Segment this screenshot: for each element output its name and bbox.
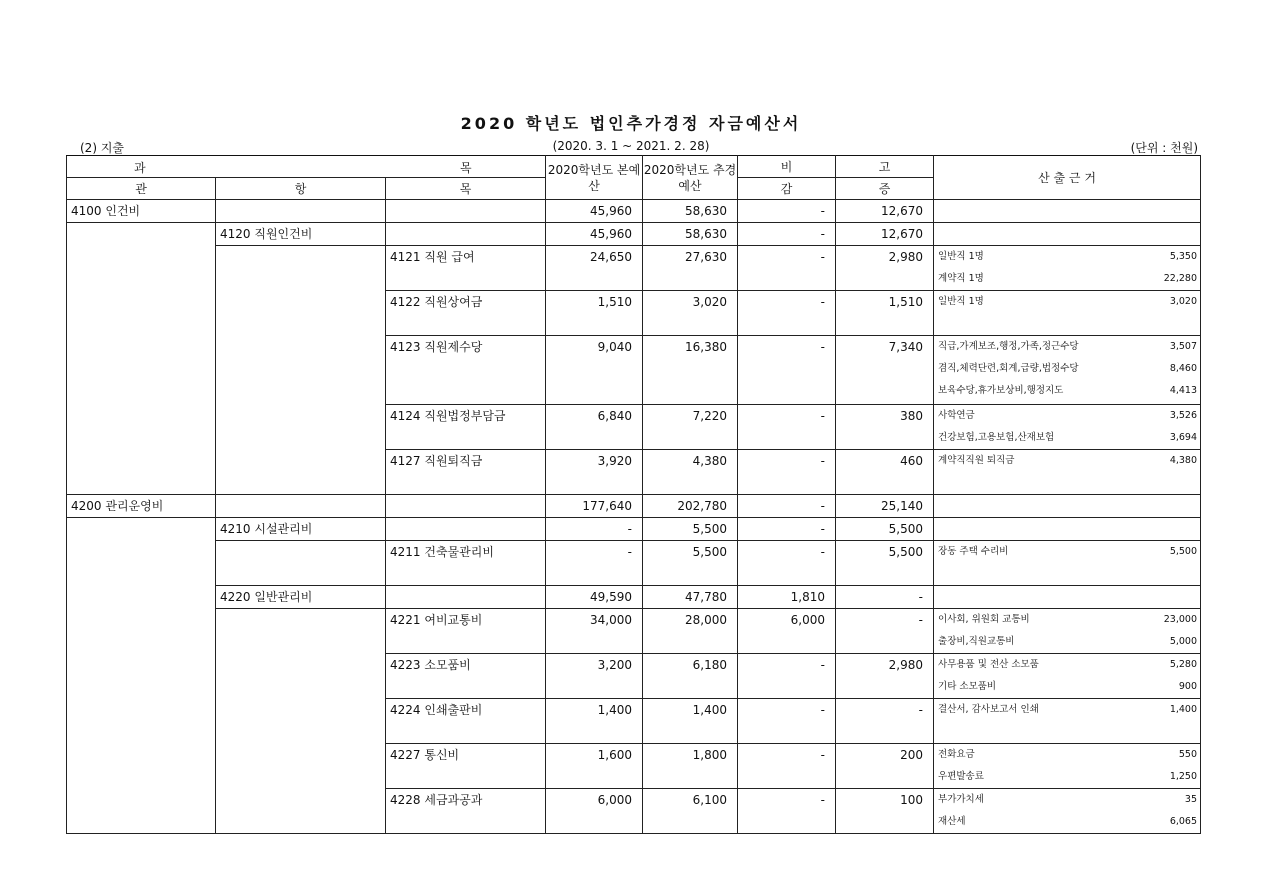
budget-value: 45,960 (590, 204, 633, 218)
cell-mok (386, 586, 546, 609)
hang-value (216, 541, 385, 545)
cell-basis (934, 744, 1201, 789)
cell-mok (386, 291, 546, 336)
inc-value: 7,340 (888, 340, 924, 354)
cell-inc (836, 200, 934, 223)
basis-line (934, 789, 1200, 811)
basis-line (934, 246, 1200, 268)
inc-value: 2,980 (888, 250, 924, 264)
budget-value: 6,000 (597, 793, 633, 807)
basis-line (934, 427, 1200, 449)
revised-value: 202,780 (677, 499, 728, 513)
header-gwa-mok (67, 156, 546, 178)
basis-amount: 3,020 (1169, 296, 1198, 307)
hang-value (216, 495, 385, 499)
cell-dec (738, 223, 836, 246)
hang-value: 4220 일반관리비 (220, 590, 313, 604)
dec-value: - (820, 250, 826, 264)
basis-line (934, 609, 1200, 631)
inc-value: 1,510 (888, 295, 924, 309)
unit-label: (단위 : 천원) (1130, 141, 1198, 155)
header-revised: 2020학년도 추경예산 (643, 156, 738, 200)
budget-rows (67, 200, 1201, 834)
cell-dec (738, 789, 836, 834)
cell-mok (386, 246, 546, 291)
budget-value: 1,600 (597, 748, 633, 762)
cell-mok (386, 223, 546, 246)
cell-budget (546, 699, 643, 744)
mok-value: 4224 인쇄출판비 (390, 703, 483, 717)
mok-value: 4211 건축물관리비 (390, 545, 494, 559)
basis-line (934, 336, 1200, 358)
dec-value: 1,810 (790, 590, 826, 604)
budget-value: 3,920 (597, 454, 633, 468)
revised-value: 3,020 (692, 295, 728, 309)
basis-line (934, 654, 1200, 676)
hang-value: 4120 직원인건비 (220, 227, 313, 241)
table-row (67, 223, 1201, 246)
cell-revised (643, 336, 738, 405)
cell-revised (643, 586, 738, 609)
cell-revised (643, 246, 738, 291)
dec-value: - (820, 340, 826, 354)
mok-value: 4123 직원제수당 (390, 340, 483, 354)
cell-dec (738, 586, 836, 609)
revised-value: 7,220 (692, 409, 728, 423)
cell-inc (836, 291, 934, 336)
inc-value: 12,670 (881, 227, 924, 241)
table-row (67, 518, 1201, 541)
revised-value: 47,780 (685, 590, 728, 604)
budget-value: 1,400 (597, 703, 633, 717)
cell-basis (934, 450, 1201, 495)
basis-label: 장동 주택 수리비 (938, 546, 1009, 557)
inc-value: 5,500 (888, 545, 924, 559)
dec-value: - (820, 703, 826, 717)
cell-dec (738, 246, 836, 291)
cell-revised (643, 495, 738, 518)
revised-value: 6,180 (692, 658, 728, 672)
basis-line (934, 268, 1200, 290)
revised-value: 27,630 (685, 250, 728, 264)
basis-line (934, 358, 1200, 380)
gwan-value: 4200 관리운영비 (71, 499, 164, 513)
cell-budget (546, 518, 643, 541)
gwan-value (67, 518, 215, 522)
basis-amount: 1,250 (1169, 771, 1198, 782)
cell-dec (738, 518, 836, 541)
cell-revised (643, 450, 738, 495)
cell-mok (386, 450, 546, 495)
basis-amount: 4,413 (1169, 385, 1198, 396)
basis-label: 보육수당,휴가보상비,행정지도 (938, 385, 1064, 396)
cell-budget (546, 336, 643, 405)
budget-table (66, 155, 1201, 834)
gwan-value: 4100 인건비 (71, 204, 141, 218)
cell-hang (216, 609, 386, 834)
basis-label: 재산세 (938, 816, 966, 827)
cell-budget (546, 450, 643, 495)
cell-revised (643, 744, 738, 789)
cell-revised (643, 291, 738, 336)
revised-value: 28,000 (685, 613, 728, 627)
cell-dec (738, 541, 836, 586)
cell-mok (386, 336, 546, 405)
budget-value: 6,840 (597, 409, 633, 423)
header-inc: 증 (836, 178, 934, 200)
basis-label: 계약직직원 퇴직금 (938, 455, 1015, 466)
dec-value: - (820, 499, 826, 513)
table-row (67, 246, 1201, 291)
cell-revised (643, 200, 738, 223)
section-label: (2) 지출 (80, 141, 124, 155)
mok-value: 4121 직원 급여 (390, 250, 475, 264)
cell-dec (738, 744, 836, 789)
mok-value (386, 495, 545, 499)
mok-value: 4228 세금과공과 (390, 793, 483, 807)
inc-value: 460 (900, 454, 924, 468)
cell-basis (934, 223, 1201, 246)
budget-value: 24,650 (590, 250, 633, 264)
cell-budget (546, 789, 643, 834)
inc-value: 380 (900, 409, 924, 423)
budget-value: 34,000 (590, 613, 633, 627)
cell-inc (836, 699, 934, 744)
cell-revised (643, 654, 738, 699)
budget-value: - (627, 522, 633, 536)
cell-inc (836, 586, 934, 609)
basis-line (934, 380, 1200, 402)
cell-inc (836, 654, 934, 699)
cell-mok (386, 541, 546, 586)
dec-value: - (820, 454, 826, 468)
hang-value (216, 609, 385, 613)
revised-value: 1,800 (692, 748, 728, 762)
cell-dec (738, 405, 836, 450)
mok-value (386, 586, 545, 590)
basis-amount: 5,500 (1169, 546, 1198, 557)
revised-value: 5,500 (692, 522, 728, 536)
inc-value: 100 (900, 793, 924, 807)
inc-value: 25,140 (881, 499, 924, 513)
cell-mok (386, 200, 546, 223)
cell-inc (836, 789, 934, 834)
cell-dec (738, 699, 836, 744)
basis-amount: 3,694 (1169, 432, 1198, 443)
basis-amount: 3,507 (1169, 341, 1198, 352)
cell-budget (546, 246, 643, 291)
cell-budget (546, 586, 643, 609)
basis-label: 부가가치세 (938, 794, 984, 805)
cell-basis (934, 518, 1201, 541)
cell-mok (386, 405, 546, 450)
mok-value (386, 518, 545, 522)
dec-value: - (820, 748, 826, 762)
inc-value: - (918, 703, 924, 717)
cell-hang (216, 200, 386, 223)
cell-inc (836, 246, 934, 291)
cell-revised (643, 518, 738, 541)
header-mok-top: 목 (460, 161, 472, 175)
basis-amount: 35 (1184, 794, 1198, 805)
cell-basis (934, 200, 1201, 223)
basis-line (934, 766, 1200, 788)
budget-value: 1,510 (597, 295, 633, 309)
cell-hang (216, 586, 386, 609)
cell-revised (643, 789, 738, 834)
header-basis: 산 출 근 거 (934, 156, 1201, 200)
dec-value: - (820, 522, 826, 536)
budget-value: - (627, 545, 633, 559)
basis-amount: 22,280 (1163, 273, 1198, 284)
dec-value: 6,000 (790, 613, 826, 627)
basis-label: 겸직,체력단련,회계,급량,법정수당 (938, 363, 1079, 374)
cell-mok (386, 495, 546, 518)
basis-label: 일반직 1명 (938, 251, 984, 262)
cell-budget (546, 609, 643, 654)
hang-value (216, 246, 385, 250)
table-row (67, 200, 1201, 223)
cell-mok (386, 699, 546, 744)
hang-value (216, 200, 385, 204)
cell-hang (216, 541, 386, 586)
cell-budget (546, 495, 643, 518)
cell-gwan (67, 518, 216, 834)
cell-dec (738, 609, 836, 654)
revised-value: 5,500 (692, 545, 728, 559)
basis-amount: 4,380 (1169, 455, 1198, 466)
header-bigo-bi: 비 (738, 156, 836, 178)
mok-value: 4227 통신비 (390, 748, 460, 762)
cell-inc (836, 744, 934, 789)
mok-value: 4221 여비교통비 (390, 613, 483, 627)
cell-budget (546, 744, 643, 789)
cell-inc (836, 541, 934, 586)
cell-basis (934, 336, 1201, 405)
cell-inc (836, 495, 934, 518)
cell-gwan (67, 223, 216, 495)
cell-dec (738, 336, 836, 405)
dec-value: - (820, 658, 826, 672)
cell-basis (934, 405, 1201, 450)
mok-value: 4122 직원상여금 (390, 295, 483, 309)
budget-value: 49,590 (590, 590, 633, 604)
dec-value: - (820, 793, 826, 807)
basis-label: 일반직 1명 (938, 296, 984, 307)
mok-value: 4124 직원법정부담금 (390, 409, 506, 423)
dec-value: - (820, 409, 826, 423)
inc-value: - (918, 613, 924, 627)
basis-amount: 1,400 (1169, 704, 1198, 715)
revised-value: 4,380 (692, 454, 728, 468)
cell-budget (546, 654, 643, 699)
cell-mok (386, 789, 546, 834)
revised-value: 58,630 (685, 204, 728, 218)
basis-label: 사무용품 및 전산 소모품 (938, 659, 1039, 670)
basis-amount: 6,065 (1169, 816, 1198, 827)
cell-revised (643, 541, 738, 586)
basis-label: 출장비,직원교통비 (938, 636, 1015, 647)
dec-value: - (820, 227, 826, 241)
header-dec: 감 (738, 178, 836, 200)
header-gwa: 과 (134, 161, 146, 175)
cell-budget (546, 223, 643, 246)
inc-value: - (918, 590, 924, 604)
budget-value: 177,640 (582, 499, 633, 513)
cell-budget (546, 200, 643, 223)
cell-budget (546, 541, 643, 586)
dec-value: - (820, 295, 826, 309)
cell-budget (546, 291, 643, 336)
basis-amount: 5,350 (1169, 251, 1198, 262)
inc-value: 5,500 (888, 522, 924, 536)
cell-mok (386, 609, 546, 654)
cell-mok (386, 518, 546, 541)
dec-value: - (820, 545, 826, 559)
cell-dec (738, 200, 836, 223)
cell-revised (643, 699, 738, 744)
budget-value: 3,200 (597, 658, 633, 672)
basis-label: 결산서, 감사보고서 인쇄 (938, 704, 1039, 715)
basis-line (934, 811, 1200, 833)
cell-gwan (67, 200, 216, 223)
cell-hang (216, 223, 386, 246)
cell-basis (934, 246, 1201, 291)
revised-value: 16,380 (685, 340, 728, 354)
cell-dec (738, 495, 836, 518)
basis-amount: 8,460 (1169, 363, 1198, 374)
basis-label: 우편발송료 (938, 771, 984, 782)
cell-dec (738, 654, 836, 699)
cell-basis (934, 654, 1201, 699)
cell-mok (386, 744, 546, 789)
table-row (67, 586, 1201, 609)
basis-line (934, 699, 1200, 721)
inc-value: 12,670 (881, 204, 924, 218)
basis-amount: 5,280 (1169, 659, 1198, 670)
basis-line (934, 405, 1200, 427)
cell-basis (934, 609, 1201, 654)
basis-label: 전화요금 (938, 749, 975, 760)
basis-amount: 550 (1178, 749, 1198, 760)
revised-value: 6,100 (692, 793, 728, 807)
basis-label: 계약직 1명 (938, 273, 984, 284)
basis-amount: 23,000 (1163, 614, 1198, 625)
cell-basis (934, 291, 1201, 336)
basis-label: 건강보험,고용보험,산재보험 (938, 432, 1055, 443)
cell-dec (738, 450, 836, 495)
mok-value: 4223 소모품비 (390, 658, 471, 672)
table-row (67, 495, 1201, 518)
cell-inc (836, 405, 934, 450)
cell-basis (934, 586, 1201, 609)
basis-amount: 3,526 (1169, 410, 1198, 421)
cell-basis (934, 789, 1201, 834)
mok-value (386, 223, 545, 227)
cell-basis (934, 495, 1201, 518)
gwan-value (67, 223, 215, 227)
header-hang: 항 (216, 178, 386, 200)
cell-hang (216, 246, 386, 495)
basis-line (934, 631, 1200, 653)
basis-amount: 5,000 (1169, 636, 1198, 647)
cell-dec (738, 291, 836, 336)
inc-value: 2,980 (888, 658, 924, 672)
cell-inc (836, 609, 934, 654)
cell-basis (934, 541, 1201, 586)
revised-value: 58,630 (685, 227, 728, 241)
table-row (67, 541, 1201, 586)
basis-line (934, 744, 1200, 766)
table-row (67, 609, 1201, 654)
cell-inc (836, 336, 934, 405)
basis-line (934, 676, 1200, 698)
basis-line (934, 541, 1200, 563)
header-gwan: 관 (67, 178, 216, 200)
cell-revised (643, 223, 738, 246)
revised-value: 1,400 (692, 703, 728, 717)
dec-value: - (820, 204, 826, 218)
period-label: (2020. 3. 1 ~ 2021. 2. 28) (552, 139, 710, 153)
basis-label: 이사회, 위원회 교통비 (938, 614, 1030, 625)
cell-basis (934, 699, 1201, 744)
cell-inc (836, 223, 934, 246)
cell-gwan (67, 495, 216, 518)
cell-revised (643, 609, 738, 654)
inc-value: 200 (900, 748, 924, 762)
basis-label: 직급,가계보조,행정,가족,정근수당 (938, 341, 1079, 352)
mok-value (386, 200, 545, 204)
cell-hang (216, 518, 386, 541)
hang-value: 4210 시설관리비 (220, 522, 313, 536)
basis-amount: 900 (1178, 681, 1198, 692)
cell-inc (836, 450, 934, 495)
cell-inc (836, 518, 934, 541)
document-title: 2020 학년도 법인추가경정 자금예산서 (460, 114, 802, 133)
basis-label: 기타 소모품비 (938, 681, 997, 692)
cell-budget (546, 405, 643, 450)
header-bigo-go: 고 (836, 156, 934, 178)
header-budget: 2020학년도 본예산 (546, 156, 643, 200)
cell-hang (216, 495, 386, 518)
basis-line (934, 450, 1200, 472)
mok-value: 4127 직원퇴직금 (390, 454, 483, 468)
basis-line (934, 291, 1200, 313)
cell-mok (386, 654, 546, 699)
basis-label: 사학연금 (938, 410, 975, 421)
budget-value: 9,040 (597, 340, 633, 354)
header-mok: 목 (386, 178, 546, 200)
budget-value: 45,960 (590, 227, 633, 241)
cell-revised (643, 405, 738, 450)
